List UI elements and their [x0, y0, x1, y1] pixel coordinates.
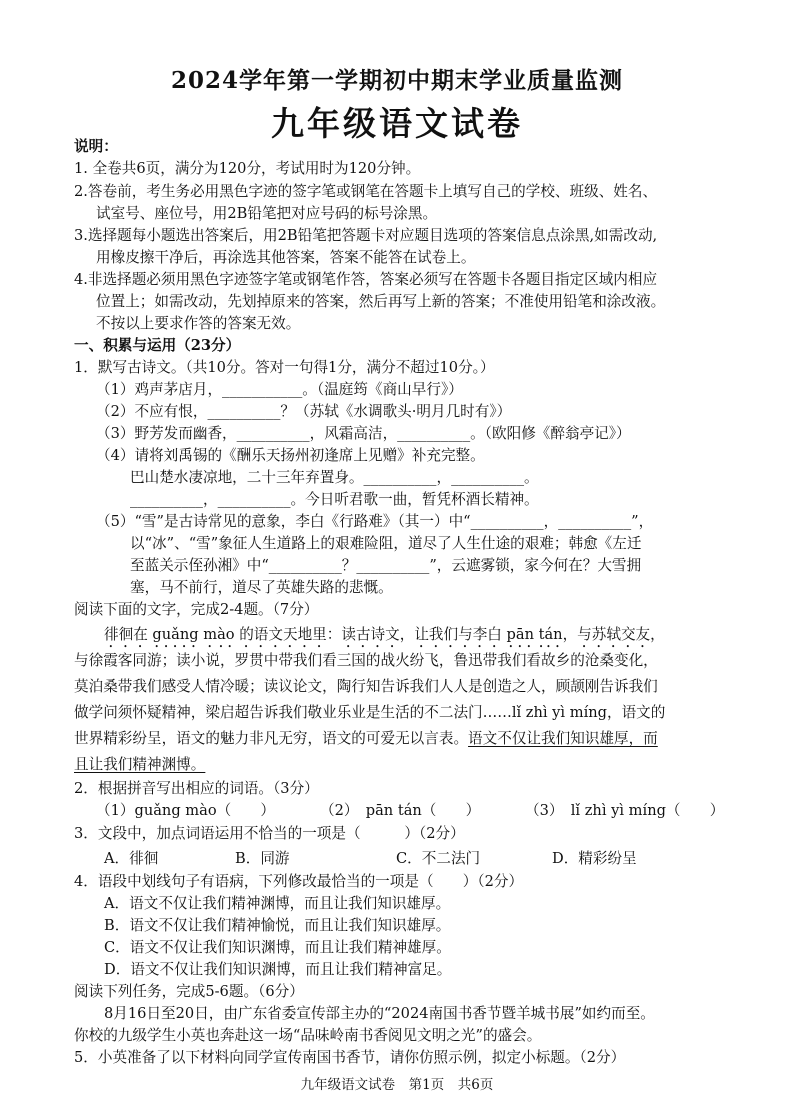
passage-line: 莫泊桑带我们感受人情冷暖；读议论文，陶行知告诉我们人人是创造之人，顾颉刚告诉我们 [74, 678, 658, 695]
choice-b: B．语文不仅让我们精神愉悦，而且让我们知识雄厚。 [104, 917, 451, 934]
underlined-sentence-cont: 且让我们精神渊博。 [74, 756, 206, 773]
poem-line: __________，__________。今日听君歌一曲，暂凭杯酒长精神。 [130, 491, 539, 508]
section-heading: 一、积累与运用（23分） [74, 337, 241, 354]
question-item: （4）请将刘禹锡的《酬乐天扬州初逢席上见赠》补充完整。 [96, 447, 485, 464]
instruction-line: 3.选择题每小题选出答案后，用2B铅笔把答题卡对应题目选项的答案信息点涂黑,如需改动, [74, 227, 658, 244]
pinyin-option-1: （1）guǎng mào（ ） [96, 802, 275, 819]
passage-line: 做学问须怀疑精神，梁启超告诉我们敬业乐业是生活的不二法门……lǐ zhì yì míng，语文的 [74, 704, 666, 721]
exam-title: 2024学年第一学期初中期末学业质量监测 [170, 67, 623, 94]
pinyin-option-3: （3） lǐ zhì yì míng（ ） [525, 802, 725, 819]
instruction-line: 位置上；如需改动，先划掉原来的答案，然后再写上新的答案；不准使用铅笔和涂改液。 [96, 293, 666, 310]
instructions-heading: 说明： [74, 138, 118, 155]
question-item: （1）鸡声茅店月，___________。（温庭筠《商山早行》） [96, 381, 463, 398]
instruction-line: 1. 全卷共6页，满分为120分，考试用时为120分钟。 [74, 160, 421, 177]
question-stem: 3．文段中，加点词语运用不恰当的一项是（ ）（2分） [74, 825, 465, 842]
choice-b: B．同游 [235, 850, 290, 867]
instruction-line: 4.非选择题必须用黑色字迹签字笔或钢笔作答，答案必须写在答题卡各题目指定区域内相应 [74, 271, 658, 288]
choice-c: C．语文不仅让我们知识渊博，而且让我们精神雄厚。 [104, 939, 451, 956]
passage-text: 世界精彩纷呈，语文的魅力非凡无穷，语文的可爱无以言表。 [74, 730, 469, 747]
question-item: （2）不应有恨，__________？（苏轼《水调歌头·明月几时有》） [96, 403, 512, 420]
passage-line: 你校的九级学生小英也奔赴这一场“品味岭南书香阅见文明之光”的盛会。 [74, 1027, 542, 1044]
question-stem: 5．小英准备了以下材料向同学宣传南国书香节，请你仿照示例，拟定小标题。（2分） [74, 1049, 626, 1066]
choice-a: A．徘徊 [104, 850, 159, 867]
page-footer: 九年级语文试卷 第1页 共6页 [300, 1077, 494, 1093]
instruction-line: 不按以上要求作答的答案无效。 [96, 315, 301, 332]
instruction-line: 试室号、座位号，用2B铅笔把对应号码的标号涂黑。 [96, 205, 438, 222]
question-item-cont: 至蓝关示侄孙湘》中“__________？__________”，云遮雾锁，家今何在？大雪拥 [130, 557, 642, 574]
underlined-sentence: 语文不仅让我们知识雄厚，而 [468, 730, 658, 747]
question-stem: 2．根据拼音写出相应的词语。（3分） [74, 780, 319, 797]
poem-line: 巴山楚水凄凉地，二十三年弃置身。__________，__________。 [130, 469, 539, 486]
question-stem: 4．语段中划线句子有语病，下列修改最恰当的一项是（ ）（2分） [74, 873, 524, 890]
question-stem: 1．默写古诗文。（共10分。答对一句得1分，满分不超过10分。） [74, 359, 495, 376]
question-item: （5）“雪”是古诗常见的意象，李白《行路难》（其一）中“__________，__________”， [96, 513, 654, 530]
pinyin-option-2: （2） pān tán（ ） [320, 802, 481, 819]
question-item-cont: 以“冰”、“雪”象征人生道路上的艰难险阻，道尽了人生仕途的艰难；韩愈《左迁 [130, 535, 642, 552]
passage-line: 与徐霞客同游；读小说，罗贯中带我们看三国的战火纷飞，鲁迅带我们看故乡的沧桑变化， [74, 652, 658, 669]
passage-line: 8月16日至20日，由广东省委宣传部主办的“2024南国书香节暨羊城书展”如约而至。 [104, 1005, 655, 1022]
instruction-line: 2.答卷前，考生务必用黑色字迹的签字笔或钢笔在答题卡上填写自己的学校、班级、姓名、 [74, 183, 658, 200]
reading-heading: 阅读下列任务，完成5-6题。（6分） [74, 983, 304, 1000]
choice-a: A．语文不仅让我们精神渊博，而且让我们知识雄厚。 [104, 895, 451, 912]
passage-line [74, 728, 658, 750]
reading-heading: 阅读下面的文字，完成2-4题。（7分） [74, 601, 319, 618]
instruction-line: 用橡皮擦干净后，再涂选其他答案，答案不能答在试卷上。 [96, 249, 476, 266]
passage-line: 徘徊在 guǎng mào 的语文天地里：读古诗文，让我们与李白 pān tán，与苏轼交友， [104, 626, 665, 643]
choice-d: D．精彩纷呈 [552, 850, 637, 867]
exam-subtitle: 九年级语文试卷 [271, 104, 523, 143]
question-item-cont: 塞，马不前行，道尽了英雄失路的悲慨。 [130, 579, 393, 596]
question-item: （3）野芳发而幽香，__________，风霜高洁，__________。（欧阳修《醉翁亭记》） [96, 425, 631, 442]
choice-d: D．语文不仅让我们知识渊博，而且让我们精神富足。 [104, 961, 452, 978]
choice-c: C．不二法门 [396, 850, 481, 867]
